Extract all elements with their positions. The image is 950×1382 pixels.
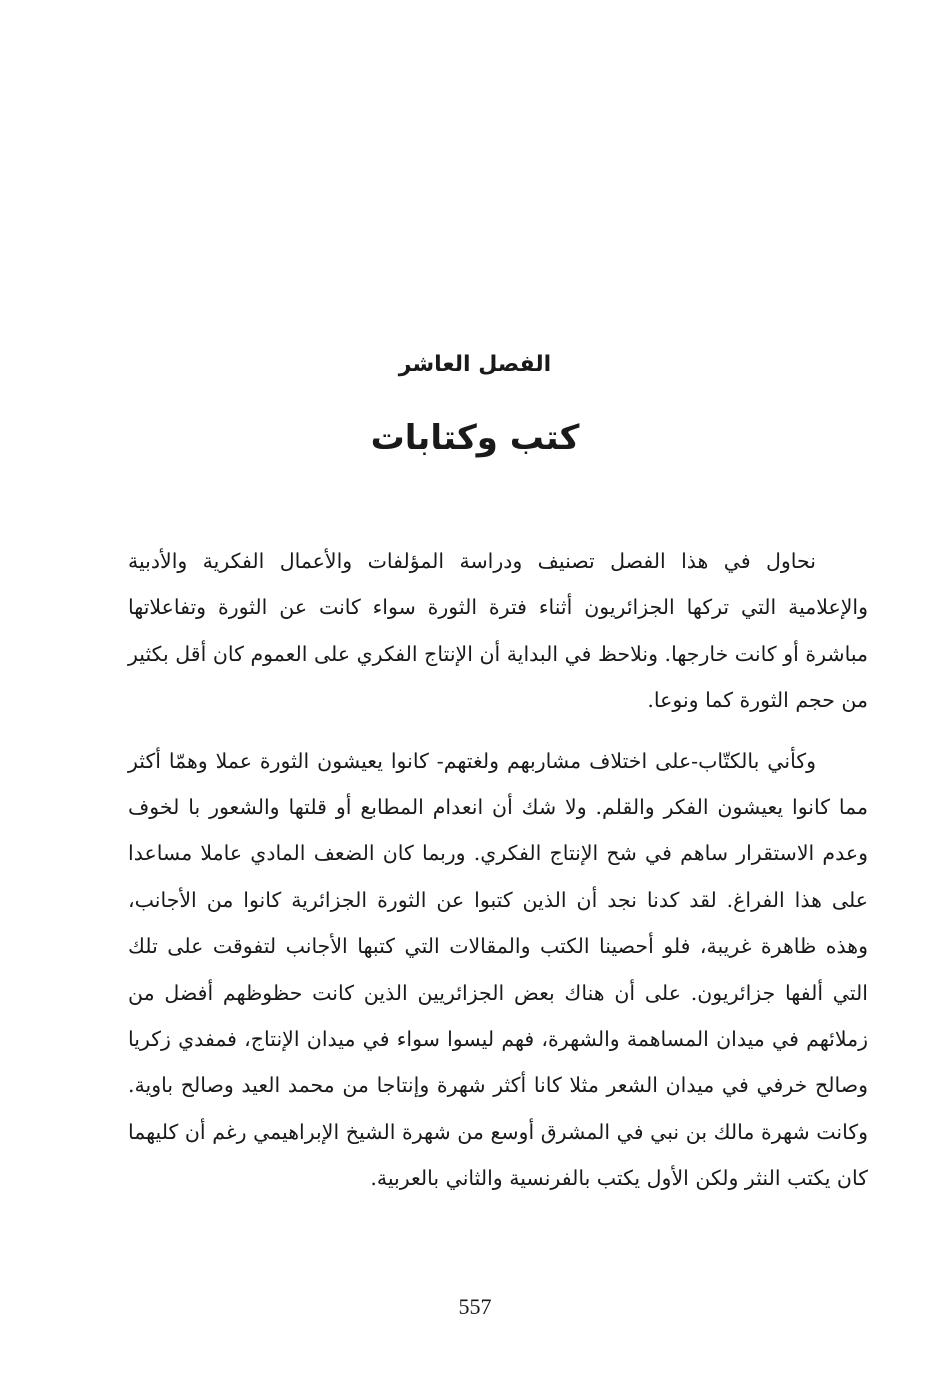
paragraph: نحاول في هذا الفصل تصنيف ودراسة المؤلفات والأعمال الفكرية والأدبية والإعلامية التي تركها الجزائريون أثناء فترة الثورة سواء كانت عن الثورة وتفاعلاتها مباشرة أو كانت خارجها. ونلاحظ في البداية أن الإنتاج الفكري على العموم كان أقل بكثير من حجم الثورة كما ونوعا. bbox=[128, 549, 868, 713]
paragraph: وكأني بالكتّاب-على اختلاف مشاربهم ولغتهم- كانوا يعيشون الثورة عملا وهمّا أكثر مما كانوا يعيشون الفكر والقلم. ولا شك أن انعدام المطابع أو قلتها والشعور با لخوف وعدم الاستقرار ساهم في شح الإنتاج الفكري. وربما كان الضعف المادي عاملا مساعدا على هذا الفراغ. لقد كدنا نجد أن الذين كتبوا عن الثورة الجزائرية كانوا من الأجانب، وهذه ظاهرة غريبة، فلو أحصينا الكتب والمقالات التي كتبها الأجانب لتفوقت على تلك التي ألفها جزائريون. على أن هناك بعض الجزائريين الذين كانت حظوظهم أفضل من زملائهم في ميدان المساهمة والشهرة، فهم ليسوا سواء في ميدان الإنتاج، فمفدي زكريا وصالح خرفي في ميدان الشعر مثلا كانا أكثر شهرة وإنتاجا من محمد العيد وصالح باوية. وكانت شهرة مالك بن نبي في المشرق أوسع من شهرة الشيخ الإبراهيمي رغم أن كليهما كان يكتب النثر ولكن الأول يكتب بالفرنسية والثاني بالعربية. bbox=[128, 748, 868, 1191]
chapter-title: كتب وكتابات bbox=[370, 418, 580, 458]
chapter-label: الفصل العاشر bbox=[398, 352, 552, 377]
page-number: 557 bbox=[458, 1294, 492, 1319]
chapter-body bbox=[128, 538, 868, 1202]
